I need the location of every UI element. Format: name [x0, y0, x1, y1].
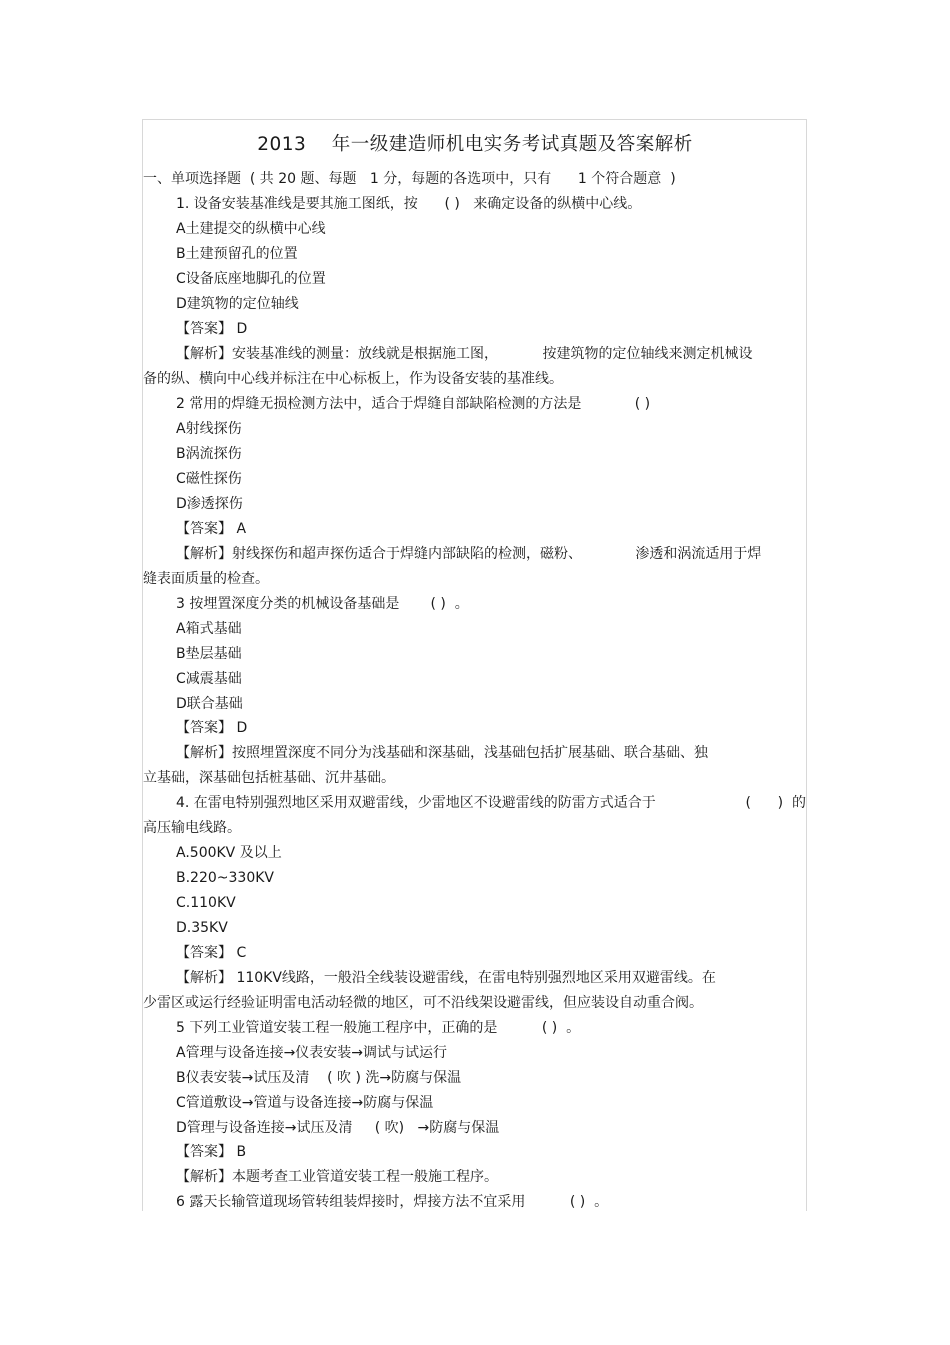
question-2-answer: 【答案】 A: [176, 521, 247, 537]
question-5-option-a: A管理与设备连接→仪表安装→调试与试运行: [176, 1045, 448, 1061]
question-1-analysis: 【解析】安装基准线的测量：放线就是根据施工图， 按建筑物的定位轴线来测定机械设: [176, 346, 753, 362]
question-1-option-a: A土建提交的纵横中心线: [176, 221, 326, 237]
question-3-option-b: B垫层基础: [176, 646, 242, 662]
question-5-option-d: D管理与设备连接→试压及清 ( 吹) →防腐与保温: [176, 1120, 500, 1136]
question-2-option-c: C磁性探伤: [176, 471, 242, 487]
question-3-option-a: A箱式基础: [176, 621, 242, 637]
question-5-stem: 5 下列工业管道安装工程一般施工程序中，正确的是 ( ) 。: [176, 1020, 581, 1036]
question-3-option-c: C减震基础: [176, 671, 242, 687]
section-header: 一、单项选择题 ( 共 20 题、每题 1 分，每题的各选项中，只有 1 个符合题意 ): [143, 171, 676, 187]
document-title: 2013 年一级建造师机电实务考试真题及答案解析: [257, 134, 693, 155]
question-4-analysis: 【解析】 110KV线路，一般沿全线装设避雷线，在雷电特别强烈地区采用双避雷线。在: [176, 970, 716, 986]
question-3-stem: 3 按埋置深度分类的机械设备基础是 ( ) 。: [176, 596, 469, 612]
question-4-analysis-cont: 少雷区或运行经验证明雷电活动轻微的地区，可不沿线架设避雷线，但应装设自动重合阀。: [143, 995, 703, 1011]
question-4-stem-cont: 高压输电线路。: [143, 820, 241, 836]
question-4-option-a: A.500KV 及以上: [176, 845, 282, 861]
question-1-analysis-cont: 备的纵、横向中心线并标注在中心标板上，作为设备安装的基准线。: [143, 371, 563, 387]
question-4-option-d: D.35KV: [176, 920, 228, 936]
question-4-option-b: B.220~330KV: [176, 870, 274, 886]
question-5-analysis: 【解析】本题考查工业管道安装工程一般施工程序。: [176, 1169, 498, 1185]
question-3-option-d: D联合基础: [176, 696, 243, 712]
question-2-stem: 2 常用的焊缝无损检测方法中，适合于焊缝自部缺陷检测的方法是 ( ): [176, 396, 651, 412]
question-4-answer: 【答案】 C: [176, 945, 247, 961]
question-2-analysis-cont: 缝表面质量的检查。: [143, 571, 269, 587]
question-4-option-c: C.110KV: [176, 895, 236, 911]
question-3-analysis-cont: 立基础，深基础包括桩基础、沉井基础。: [143, 770, 395, 786]
question-6-stem: 6 露天长输管道现场管转组装焊接时，焊接方法不宜采用 ( ) 。: [176, 1194, 609, 1210]
question-2-analysis: 【解析】射线探伤和超声探伤适合于焊缝内部缺陷的检测，磁粉、 渗透和涡流适用于焊: [176, 546, 762, 562]
question-2-option-d: D渗透探伤: [176, 496, 243, 512]
question-5-answer: 【答案】 B: [176, 1144, 247, 1160]
question-5-option-c: C管道敷设→管道与设备连接→防腐与保温: [176, 1095, 434, 1111]
question-1-stem: 1. 设备安装基准线是要其施工图纸，按 ( ) 来确定设备的纵横中心线。: [176, 196, 642, 212]
question-1-option-d: D建筑物的定位轴线: [176, 296, 299, 312]
question-2-option-b: B涡流探伤: [176, 446, 242, 462]
question-4-stem-blank: ( ) 的: [745, 795, 806, 811]
question-1-option-c: C设备底座地脚孔的位置: [176, 271, 326, 287]
question-5-option-b: B仪表安装→试压及清 ( 吹 ) 洗→防腐与保温: [176, 1070, 462, 1086]
question-3-analysis: 【解析】按照埋置深度不同分为浅基础和深基础，浅基础包括扩展基础、联合基础、独: [176, 745, 708, 761]
question-4-stem: 4. 在雷电特别强烈地区采用双避雷线，少雷地区不设避雷线的防雷方式适合于: [176, 795, 656, 811]
question-2-option-a: A射线探伤: [176, 421, 242, 437]
question-1-option-b: B土建预留孔的位置: [176, 246, 298, 262]
question-1-answer: 【答案】 D: [176, 321, 248, 337]
question-3-answer: 【答案】 D: [176, 720, 248, 736]
